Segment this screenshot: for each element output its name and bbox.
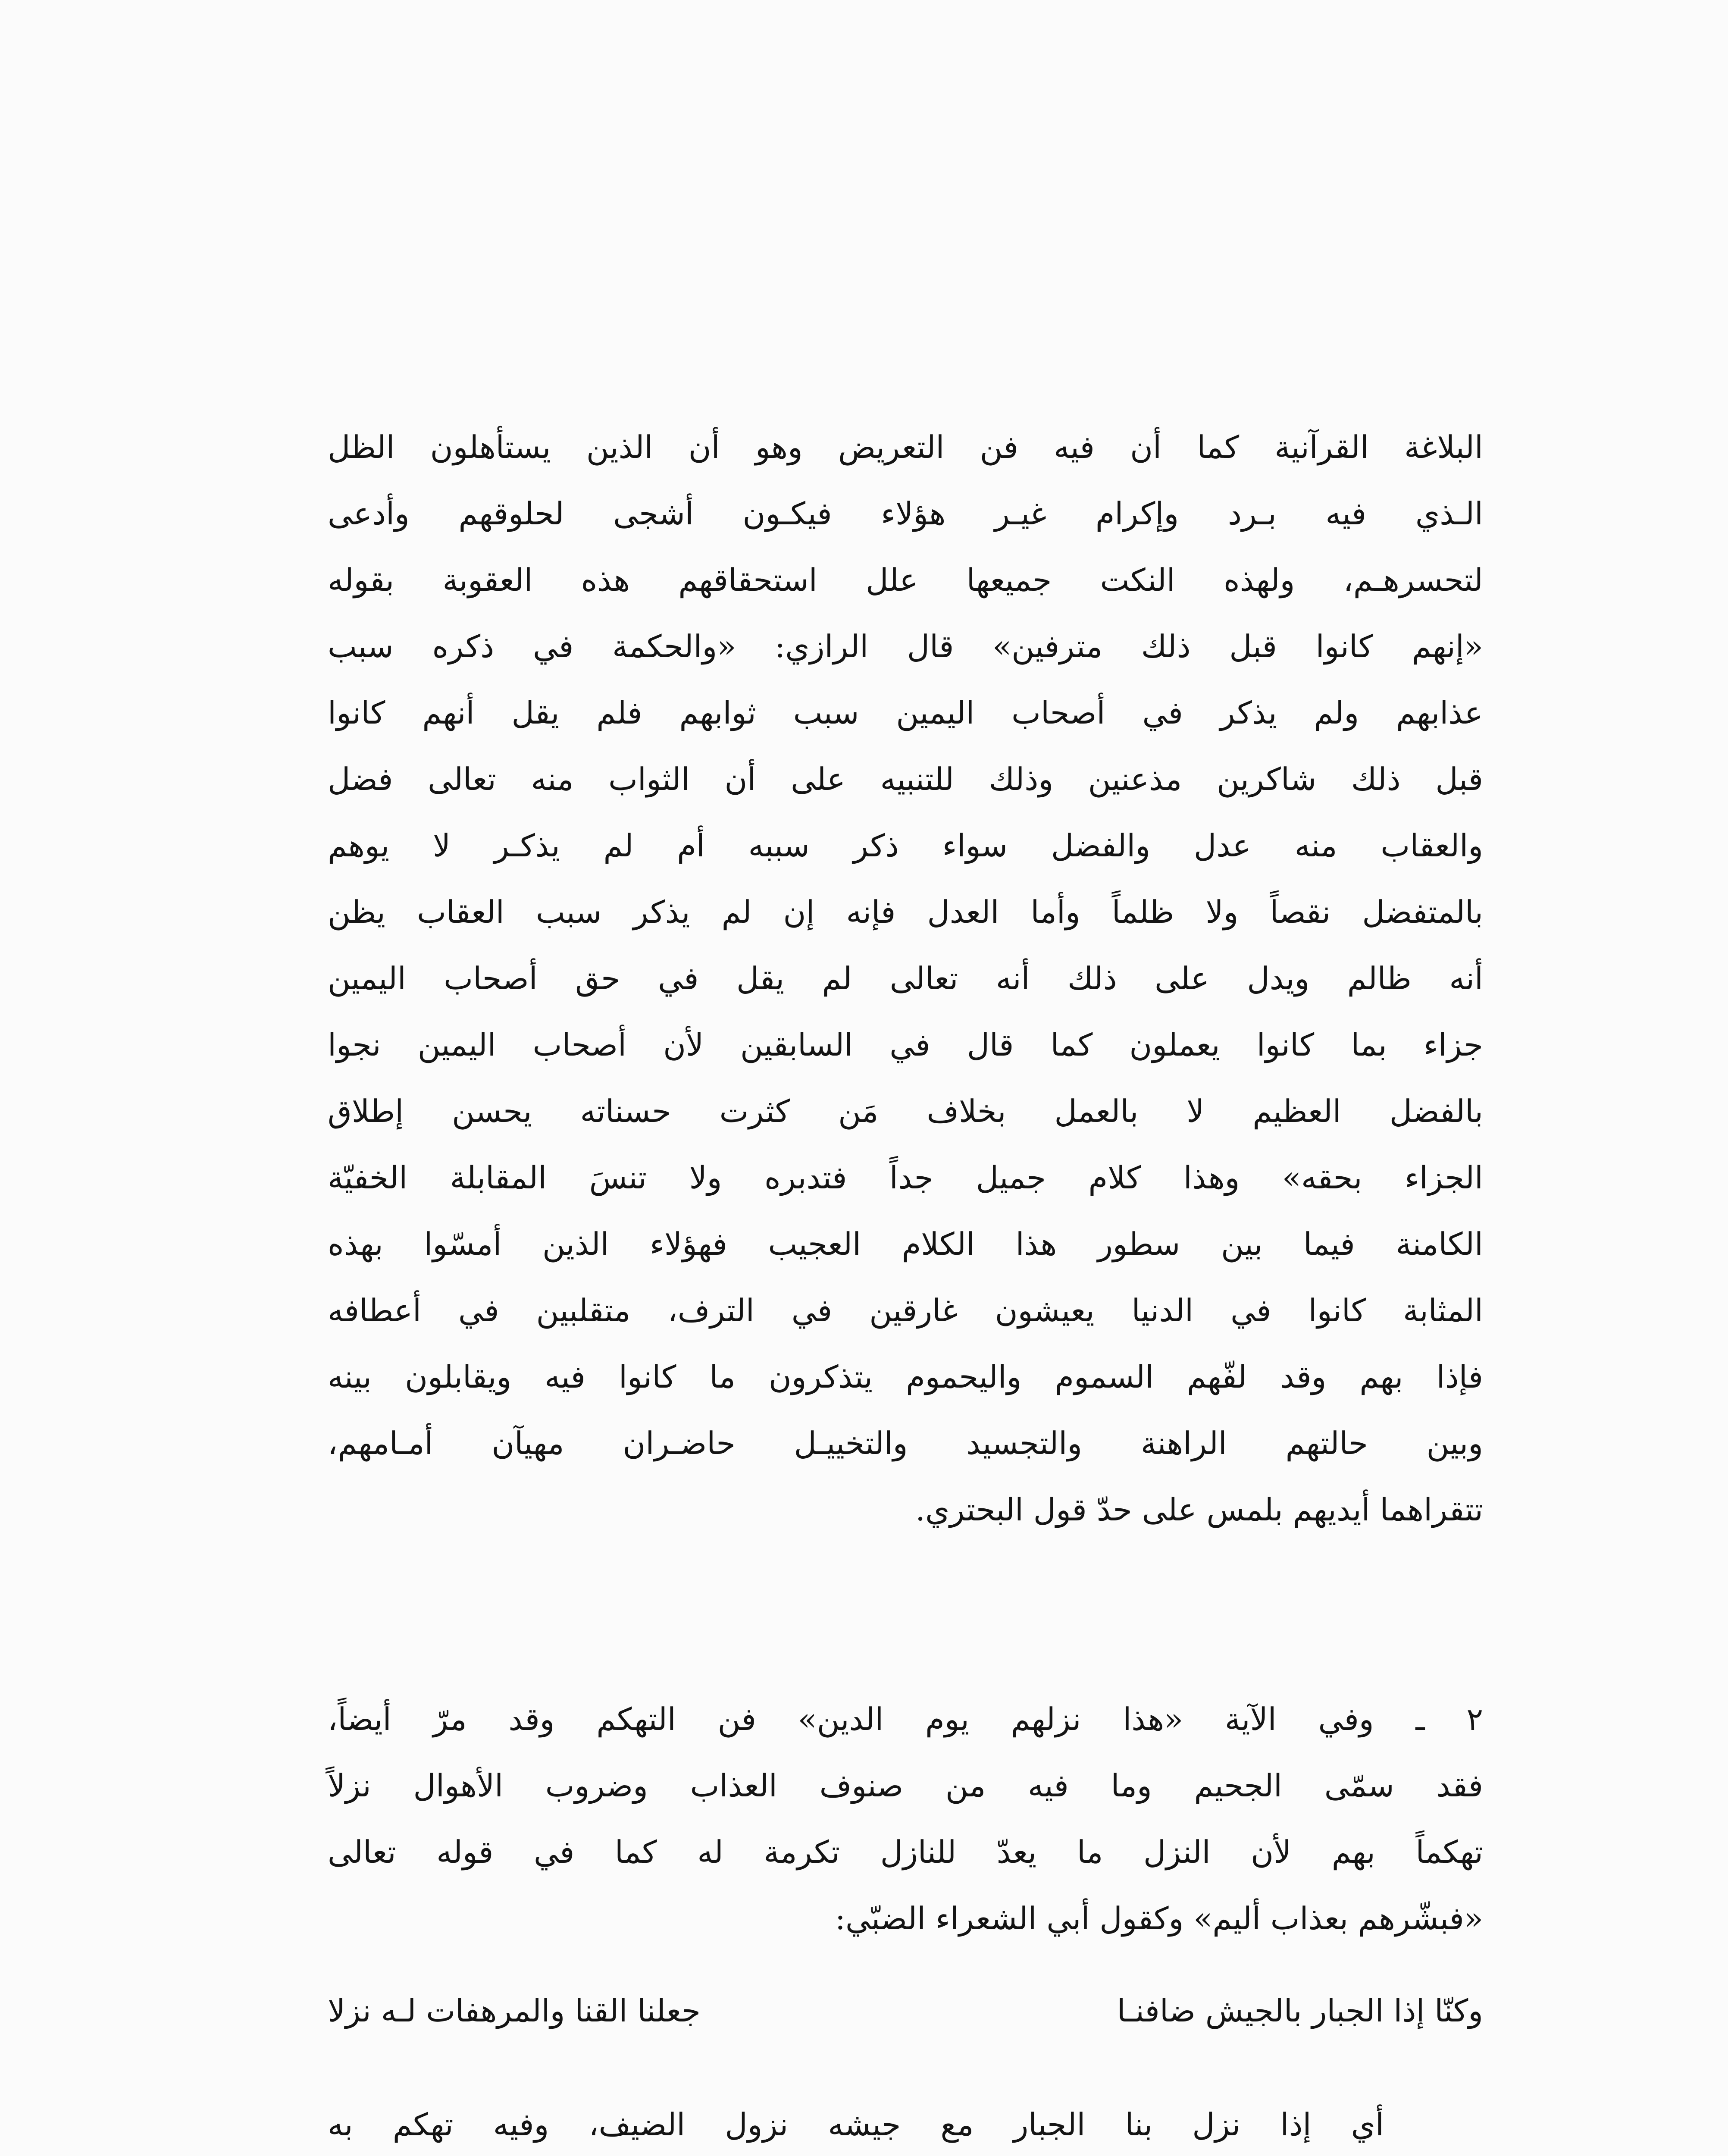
text-line: فإذا بهم وقد لفّهم السموم واليحموم يتذكرون ما كانوا فيه ويقابلون بينه: [328, 1359, 1483, 1395]
text-line: «فبشّرهم بعذاب أليم» وكقول أبي الشعراء الضبّي:: [835, 1900, 1483, 1937]
paragraph-sarcasm: [328, 1686, 1483, 1952]
paragraph-rhetoric: [328, 414, 1483, 1543]
verse-first-hemistich: وكنّا إذا الجبار بالجيش ضافنـا: [1117, 1993, 1483, 2029]
text-line: الكامنة فيما بين سطور هذا الكلام العجيب فهؤلاء الذين أمسّوا بهذه: [328, 1226, 1483, 1262]
text-line: بالمتفضل نقصاً ولا ظلماً وأما العدل فإنه إن لم يذكر سبب العقاب يظن: [328, 894, 1483, 930]
text-line: الجزاء بحقه» وهذا كلام جميل جداً فتدبره ولا تنسَ المقابلة الخفيّة: [328, 1159, 1484, 1196]
text-line: المثابة كانوا في الدنيا يعيشون غارقين في الترف، متقلبين في أعطافه: [328, 1292, 1483, 1329]
text-line: جزاء بما كانوا يعملون كما قال في السابقين لأن أصحاب اليمين نجوا: [328, 1027, 1483, 1063]
text-line: بالفضل العظيم لا بالعمل بخلاف مَن كثرت حسناته يحسن إطلاق: [328, 1093, 1483, 1129]
text-line: البلاغة القرآنية كما أن فيه فن التعريض وهو أن الذين يستأهلون الظل: [328, 429, 1483, 465]
text-line: فقد سمّى الجحيم وما فيه من صنوف العذاب وضروب الأهوال نزلاً: [328, 1767, 1483, 1804]
text-line: «إنهم كانوا قبل ذلك مترفين» قال الرازي: «والحكمة في ذكره سبب: [328, 628, 1483, 664]
text-line: ٢ ـ وفي الآية «هذا نزلهم يوم الدين» فن التهكم وقد مرّ أيضاً،: [328, 1701, 1483, 1737]
text-line: تتقراهما أيديهم بلمس على حدّ قول البحتري.: [915, 1492, 1483, 1528]
verse-second-hemistich: جعلنا القنا والمرهفات لـه نزلا: [328, 1993, 701, 2029]
text-line: والعقاب منه عدل والفضل سواء ذكر سببه أم لم يذكـر لا يوهم: [328, 827, 1483, 864]
poetry-verse: [328, 1977, 1483, 2044]
continuation-line: أي إذا نزل بنا الجبار مع جيشه نزول الضيف، وفيه تهكم به: [328, 2106, 1384, 2143]
text-line: عذابهم ولم يذكر في أصحاب اليمين سبب ثوابهم فلم يقل أنهم كانوا: [328, 695, 1483, 731]
text-line: أنه ظالم ويدل على ذلك أنه تعالى لم يقل في حق أصحاب اليمين: [328, 960, 1483, 997]
text-line: تهكماً بهم لأن النزل ما يعدّ للنازل تكرمة له كما في قوله تعالى: [328, 1834, 1483, 1870]
text-line: وبين حالتهم الراهنة والتجسيد والتخييـل حاضـران مهيآن أمـامهم،: [328, 1425, 1483, 1461]
text-line: قبل ذلك شاكرين مذعنين وذلك للتنبيه على أن الثواب منه تعالى فضل: [328, 761, 1483, 797]
text-line: لتحسرهـم، ولهذه النكت جميعها علل استحقاقهم هذه العقوبة بقوله: [328, 562, 1483, 598]
text-line: الـذي فيه بـرد وإكرام غيـر هؤلاء فيكـون أشجى لحلوقهم وأدعى: [328, 495, 1484, 532]
